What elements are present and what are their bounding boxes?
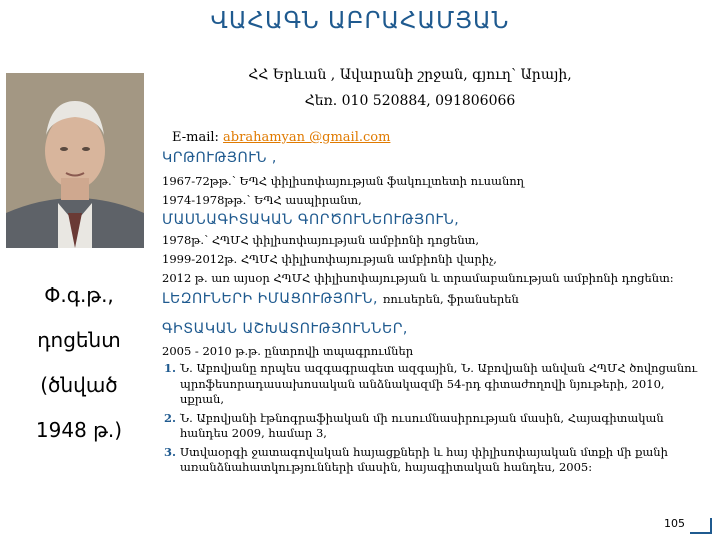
academic-degree: Փ.գ.թ.,	[44, 283, 114, 307]
address-block	[200, 62, 620, 114]
career-heading: ՄԱՍՆԱԳԻՏԱԿԱՆ ԳՈՐԾՈՒՆԵՈՒԹՅՈՒՆ,	[162, 212, 460, 228]
publications-subheading: 2005 - 2010 թ.թ. ընտրովի տպագրումներ	[162, 344, 414, 358]
publications-list	[162, 361, 702, 476]
languages-heading	[162, 291, 702, 307]
birth-year: 1948 թ.)	[35, 418, 123, 442]
education-line: 1974-1978թթ.՝ ԵՊՀ ասպիրանտ,	[162, 193, 362, 207]
publications-heading: ԳԻՏԱԿԱՆ ԱՇԽԱՏՈՒԹՅՈՒՆՆԵՐ,	[162, 321, 408, 337]
education-heading: ԿՐԹՈՒԹՅՈՒՆ ,	[162, 150, 277, 166]
portrait-image	[6, 73, 144, 248]
person-name: ՎԱՀԱԳՆ ԱԲՐԱՀԱՄՅԱՆ	[210, 8, 510, 34]
page-number: 105	[664, 517, 685, 530]
email-link[interactable]: abrahamyan @gmail.com	[223, 130, 391, 145]
address-line: ՀՀ Երևան , Ավարանի շրջան, գյուղ՝ Արայի,	[248, 67, 572, 83]
career-line: 1999-2012թ. ՀՊՄՀ փիլիսոփայության ամբիոնի վարիչ,	[162, 252, 497, 266]
email-label: E-mail:	[172, 130, 219, 145]
publication-item: 1. Ն. Աբովյանը որպես ազգագրագետ ազգային, Ն. Աբովյանի անվան ՀՊՄՀ ծովոցանու պրոֆեսորադասախոսական անձնակազմի 54-րդ գիտաժողովի նյութերի, 2010, սքրան,	[180, 361, 702, 408]
cv-content	[162, 150, 702, 479]
education-line: 1967-72թթ.՝ ԵՊՀ փիլիսոփայության ֆակուլտետի ուսանող	[162, 174, 525, 188]
career-line: 2012 թ. առ այսօր ՀՊՄՀ փիլիսոփայության և տրամաբանության ամբիոնի դոցենտ:	[162, 271, 674, 285]
phone-line: Հեռ. 010 520884, 091806066	[304, 93, 516, 109]
portrait-photo	[6, 73, 144, 248]
languages-list: ռուսերեն, ֆրանսերեն	[382, 292, 519, 306]
birth-label: (ծնված	[40, 373, 118, 397]
email-row	[172, 130, 390, 145]
languages-heading-text: ԼԵԶՈՒՆԵՐԻ ԻՄԱՑՈՒԹՅՈՒՆ,	[162, 291, 378, 307]
career-line: 1978թ.՝ ՀՊՄՀ փիլիսոփայության ամբիոնի դոցենտ,	[162, 233, 479, 247]
publication-item: 3. Ստվաօրգի ջատագովական հայացքների և հայ փիլիսոփայական մտքի մի քանի առանձնահատկությունների մասին, հայագիտական հանդես, 2005:	[180, 445, 702, 476]
sidebar-info	[14, 283, 144, 463]
corner-decoration	[690, 518, 712, 534]
publication-item: 2. Ն. Աբովյանի էթնոգրաֆիական մի ուսումնասիրության մասին, Հայագիտական հանդես 2009, համար 3,	[180, 411, 702, 442]
academic-title: դոցենտ	[37, 328, 121, 352]
